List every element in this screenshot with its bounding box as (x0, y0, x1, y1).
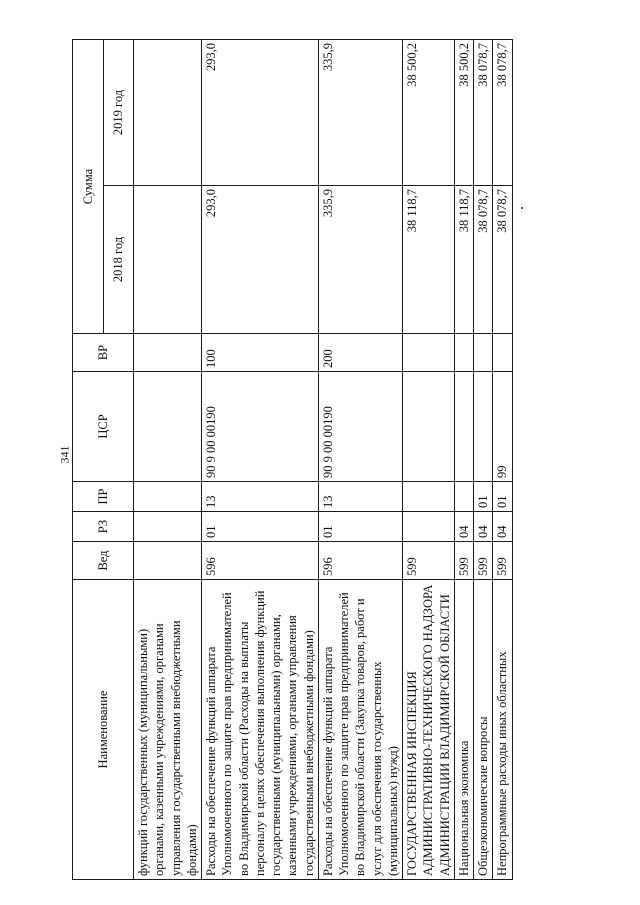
row-sum-2019: 38 078,7 (474, 40, 493, 186)
row-vr (474, 334, 493, 372)
row-name: Расходы на обеспечение функций аппарата Уполномоченного по защите прав предпринимателей во Владимирской области (Закупка товаров, работ и услуг для обеспечения государственных (муниципальных) нужд) (318, 580, 402, 880)
row-pr (454, 482, 473, 512)
row-rz: 01 (202, 512, 319, 542)
row-sum-2018: 293,0 (202, 186, 319, 334)
row-ved: 599 (403, 542, 455, 580)
row-vr (454, 334, 473, 372)
budget-table (72, 39, 513, 880)
row-vr (134, 334, 202, 372)
row-ved: 599 (474, 542, 493, 580)
row-vr: 200 (318, 334, 402, 372)
row-sum-2019: 335,9 (318, 40, 402, 186)
table-row (493, 40, 512, 880)
table-row (202, 40, 319, 880)
row-sum-2018: 38 118,7 (454, 186, 473, 334)
header-name: Наименование (73, 580, 134, 880)
row-name: Национальная экономика (454, 580, 473, 880)
row-rz: 01 (318, 512, 402, 542)
row-name: функций государственных (муниципальными) органами, казенными учреждениями, органами управления государственными внебюджетными фондами) (134, 580, 202, 880)
row-name: ГОСУДАРСТВЕННАЯ ИНСПЕКЦИЯ АДМИНИСТРАТИВНО-ТЕХНИЧЕСКОГО НАДЗОРА АДМИНИСТРАЦИИ ВЛАДИМИРСКОЙ ОБЛАСТИ (403, 580, 455, 880)
rotated-document (72, 40, 612, 880)
row-ved: 596 (318, 542, 402, 580)
row-rz (134, 512, 202, 542)
row-csr: 99 (493, 372, 512, 482)
row-ved: 599 (454, 542, 473, 580)
table-row-agency (403, 40, 455, 880)
row-csr: 90 9 00 00190 (202, 372, 319, 482)
row-pr: 13 (318, 482, 402, 512)
header-year-2019: 2019 год (103, 40, 134, 186)
row-pr: 01 (474, 482, 493, 512)
row-sum-2018: 38 078,7 (474, 186, 493, 334)
header-rz: РЗ (73, 512, 134, 542)
row-sum-2019: 293,0 (202, 40, 319, 186)
table-row (318, 40, 402, 880)
row-vr (403, 334, 455, 372)
row-csr (454, 372, 473, 482)
table-row (454, 40, 473, 880)
header-ved: Вед (73, 542, 134, 580)
row-ved (134, 542, 202, 580)
row-sum-2019 (134, 40, 202, 186)
row-pr (403, 482, 455, 512)
row-csr: 90 9 00 00190 (318, 372, 402, 482)
table-row (474, 40, 493, 880)
table-row (134, 40, 202, 880)
header-sum: Сумма (73, 40, 104, 334)
row-vr (493, 334, 512, 372)
header-vr: ВР (73, 334, 134, 372)
header-csr: ЦСР (73, 372, 134, 482)
header-pr: ПР (73, 482, 134, 512)
row-name: Общеэкономические вопросы (474, 580, 493, 880)
row-sum-2018: 38 078,7 (493, 186, 512, 334)
row-sum-2019: 38 500,2 (454, 40, 473, 186)
row-pr: 01 (493, 482, 512, 512)
row-rz: 04 (474, 512, 493, 542)
row-ved: 599 (493, 542, 512, 580)
row-sum-2018: 335,9 (318, 186, 402, 334)
row-vr: 100 (202, 334, 319, 372)
row-csr (134, 372, 202, 482)
row-pr: 13 (202, 482, 319, 512)
header-year-2018: 2018 год (103, 186, 134, 334)
row-rz (403, 512, 455, 542)
row-csr (474, 372, 493, 482)
row-sum-2018: 38 118,7 (403, 186, 455, 334)
row-ved: 596 (202, 542, 319, 580)
row-rz: 04 (454, 512, 473, 542)
row-rz: 04 (493, 512, 512, 542)
row-name: Непрограммные расходы иных областных (493, 580, 512, 880)
row-sum-2018 (134, 186, 202, 334)
page-number: 341 (57, 445, 72, 464)
row-sum-2019: 38 500,2 (403, 40, 455, 186)
row-pr (134, 482, 202, 512)
header-row (73, 40, 104, 880)
row-sum-2019: 38 078,7 (493, 40, 512, 186)
row-csr (403, 372, 455, 482)
row-name: Расходы на обеспечение функций аппарата Уполномоченного по защите прав предпринимателей во Владимирской области (Расходы на выплаты персоналу в целях обеспечения выполнения функций государственными (муниципальными) органами, казенными учреждениями, органами управления государственными внебюджетными фондами) (202, 580, 319, 880)
